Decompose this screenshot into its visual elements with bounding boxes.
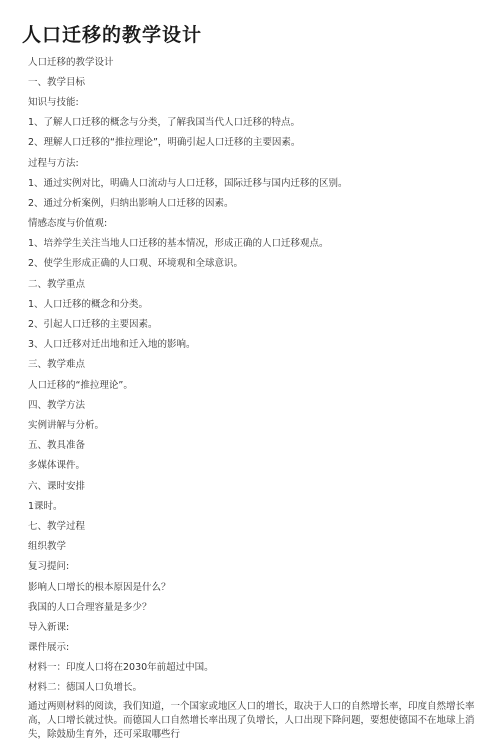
doc-line-hours: 1课时。 [28, 501, 63, 512]
doc-line-courseware: 课件展示: [28, 642, 70, 653]
doc-last-paragraph: 通过两则材料的阅读，我们知道，一个国家或地区人口的增长，取决于人口的自然增长率，印度自然增长率高，人口增长就过快。而德国人口自然增长率出现了负增长，人口出现下降问题，要想使德国不在地球上消失，除鼓励生育外，还可采取哪些行 [28, 701, 475, 740]
page-title: 人口迁移的教学设计 [22, 24, 203, 46]
doc-line-question-1: 影响人口增长的根本原因是什么？ [28, 582, 171, 593]
doc-line-question-2: 我国的人口合理容量是多少？ [28, 602, 152, 613]
doc-line-attitude-1: 1、培养学生关注当地人口迁移的基本情况，形成正确的人口迁移观点。 [28, 238, 329, 249]
doc-line-heading-3: 三、教学难点 [28, 359, 86, 370]
doc-line-difficulty: 人口迁移的“推拉理论”。 [28, 380, 133, 391]
doc-line-subtitle: 人口迁移的教学设计 [28, 57, 114, 68]
doc-line-attitude-heading: 情感态度与价值观: [28, 218, 108, 229]
doc-line-heading-1: 一、教学目标 [28, 77, 86, 88]
doc-line-heading-2: 二、教学重点 [28, 279, 86, 290]
doc-line-knowledge-2: 2、理解人口迁移的“推拉理论”，明确引起人口迁移的主要因素。 [28, 137, 301, 148]
doc-line-organize: 组织教学 [28, 541, 67, 552]
doc-line-process-2: 2、通过分析案例，归纳出影响人口迁移的因素。 [28, 198, 234, 209]
doc-line-material-1: 材料一：印度人口将在2030年前超过中国。 [28, 662, 214, 673]
doc-line-knowledge-1: 1、了解人口迁移的概念与分类，了解我国当代人口迁移的特点。 [28, 117, 301, 128]
doc-line-knowledge-heading: 知识与技能: [28, 97, 79, 108]
doc-line-material-2: 材料二：德国人口负增长。 [28, 682, 143, 693]
doc-line-heading-6: 六、课时安排 [28, 481, 86, 492]
doc-line-process-1: 1、通过实例对比，明确人口流动与人口迁移，国际迁移与国内迁移的区别。 [28, 178, 348, 189]
doc-line-key-1: 1、人口迁移的概念和分类。 [28, 299, 149, 310]
doc-line-key-2: 2、引起人口迁移的主要因素。 [28, 319, 158, 330]
doc-line-method: 实例讲解与分析。 [28, 420, 105, 431]
doc-line-heading-4: 四、教学方法 [28, 400, 86, 411]
doc-line-process-heading: 过程与方法: [28, 158, 79, 169]
doc-line-heading-7: 七、教学过程 [28, 521, 86, 532]
doc-line-intro: 导入新课: [28, 622, 70, 633]
doc-line-tools: 多媒体课件。 [28, 460, 86, 471]
doc-line-attitude-2: 2、使学生形成正确的人口观、环境观和全球意识。 [28, 258, 244, 269]
doc-line-heading-5: 五、教具准备 [28, 440, 86, 451]
doc-line-review: 复习提问: [28, 561, 70, 572]
doc-line-key-3: 3、人口迁移对迁出地和迁入地的影响。 [28, 339, 196, 350]
